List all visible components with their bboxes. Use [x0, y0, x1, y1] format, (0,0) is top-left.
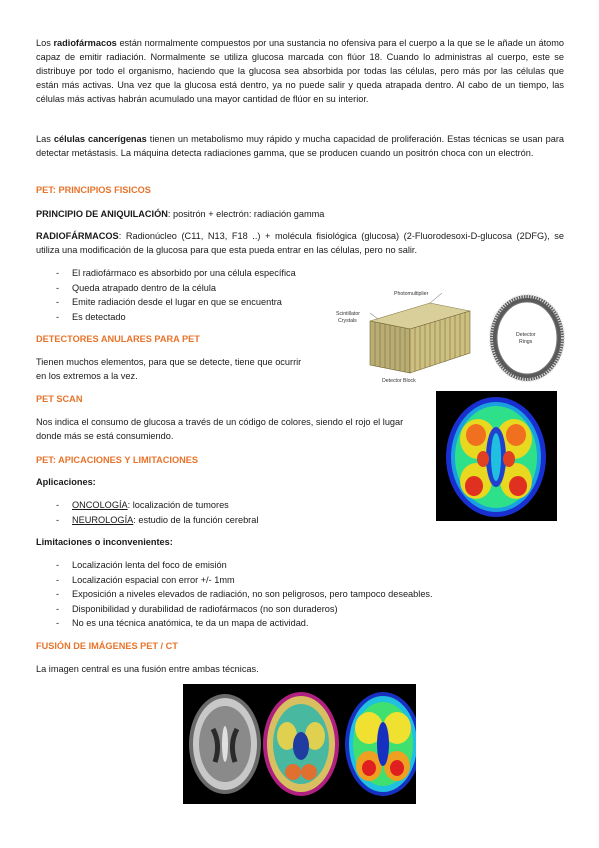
- limitaciones-label: Limitaciones o inconvenientes:: [36, 537, 173, 547]
- radiofarmacos-paragraph: [36, 229, 564, 257]
- app-name-neurologia: NEUROLOGÍA: [72, 514, 134, 525]
- heading-detectores: DETECTORES ANULARES PARA PET: [36, 334, 200, 344]
- photomultiplier-label: Photomultiplier: [394, 291, 429, 297]
- app-desc: : estudio de la función cerebral: [133, 514, 259, 525]
- scintillator-label: Scintillator: [336, 311, 360, 317]
- list-item: - Emite radiación desde el lugar en que se encuentra: [36, 295, 296, 310]
- pet-ct-fusion-image: [183, 684, 416, 804]
- list-item: - No es una técnica anatómica, te da un mapa de actividad.: [36, 616, 433, 631]
- list-item: - El radiofármaco es absorbido por una célula específica: [36, 266, 296, 281]
- crystals-label: Crystals: [338, 318, 357, 324]
- heading-pet-scan: PET SCAN: [36, 394, 83, 404]
- list-item: - Localización espacial con error +/- 1mm: [36, 573, 433, 588]
- list-item: - Es detectado: [36, 310, 296, 325]
- fusion-text: La imagen central es una fusión entre ambas técnicas.: [36, 664, 259, 674]
- app-name-oncologia: ONCOLOGÍA: [72, 500, 128, 510]
- list-item: - Queda atrapado dentro de la célula: [36, 281, 296, 296]
- radiofarmacos-label: RADIOFÁRMACOS: [36, 231, 119, 241]
- detector-block-icon: [370, 293, 470, 373]
- list-item: - Disponibilidad y durabilidad de radiofármacos (no son duraderos): [36, 602, 433, 617]
- intro-bold-term: células cancerígenas: [53, 134, 147, 144]
- pet-scan-brain-image: [436, 391, 557, 521]
- heading-aplicaciones: PET: APICACIONES Y LIMITACIONES: [36, 455, 198, 465]
- intro-text: tienen un metabolismo muy rápido y mucha capacidad de proliferación. Estas técnicas se usan para detectar metástasis. La máquina detecta radiaciones gamma, que se producen cuando un positrón choca con un electrón.: [36, 134, 564, 158]
- radiofarmacos-text: : Radionúcleo (C11, N13, F18 ..) + molécula fisiológica (glucosa) (2-Fluorodesoxi-D-glucosa (2DFG), se utiliza una modificación de la glucosa para que esta pueda entrar en las células, pero no salir.: [36, 231, 564, 255]
- intro-bold-term: radiofármacos: [53, 38, 117, 48]
- app-desc: : localización de tumores: [127, 500, 229, 510]
- fusion-brain-image: [263, 692, 339, 796]
- rings-label-1: Detector: [516, 332, 536, 338]
- ct-brain-image: [189, 694, 261, 794]
- list-item: [36, 513, 258, 528]
- intro-text: Los: [36, 38, 54, 48]
- intro-text: están normalmente compuestos por una sustancia no ofensiva para el cuerpo a la que se le añade un átomo capaz de emitir radiación. Normalmente se utiliza glucosa marcada con flúor 18. Cuando lo administras al cuerpo, este se distribuye por todo el organismo, haciendo que la glucosa sea absorbida por todas las células, pero más por las células que están más activas. Una vez que la glucosa está dentro, ya no puede salir y queda atrapada dentro. Al cabo de un tiempo, las células más activas habrán acumulado una mayor cantidad de flúor en su interior.: [36, 38, 564, 104]
- limitaciones-list: [36, 558, 433, 631]
- detector-rings-icon: [490, 295, 564, 381]
- pet-process-list: [36, 266, 296, 324]
- detector-block-label: Detector Block: [382, 378, 416, 384]
- detectores-text: Tienen muchos elementos, para que se detecte, tiene que ocurrir en los extremos a la vez.: [36, 357, 302, 381]
- list-item: - Localización lenta del foco de emisión: [36, 558, 433, 573]
- aniquilacion-label: PRINCIPIO DE ANIQUILACIÓN: [36, 209, 168, 219]
- intro-paragraph-1: [36, 36, 564, 106]
- heading-fusion: FUSIÓN DE IMÁGENES PET / CT: [36, 641, 178, 651]
- aniquilacion-text: : positrón + electrón: radiación gamma: [167, 209, 325, 219]
- intro-text: Las: [36, 134, 54, 144]
- principio-aniquilacion: [36, 207, 564, 221]
- aplicaciones-label: Aplicaciones:: [36, 477, 96, 487]
- heading-pet-principios: PET: PRINCIPIOS FISICOS: [36, 185, 151, 195]
- detector-diagram: [330, 291, 566, 387]
- pet-scan-text: Nos indica el consumo de glucosa a través de un código de colores, siendo el rojo el lugar donde más se está consumiendo.: [36, 417, 404, 441]
- list-item: - Exposición a niveles elevados de radiación, no son peligrosos, pero tampoco deseables.: [36, 587, 433, 602]
- aplicaciones-list: [36, 498, 258, 527]
- list-item: [36, 498, 258, 513]
- rings-label-2: Rings: [519, 339, 533, 345]
- intro-paragraph-2: [36, 132, 564, 160]
